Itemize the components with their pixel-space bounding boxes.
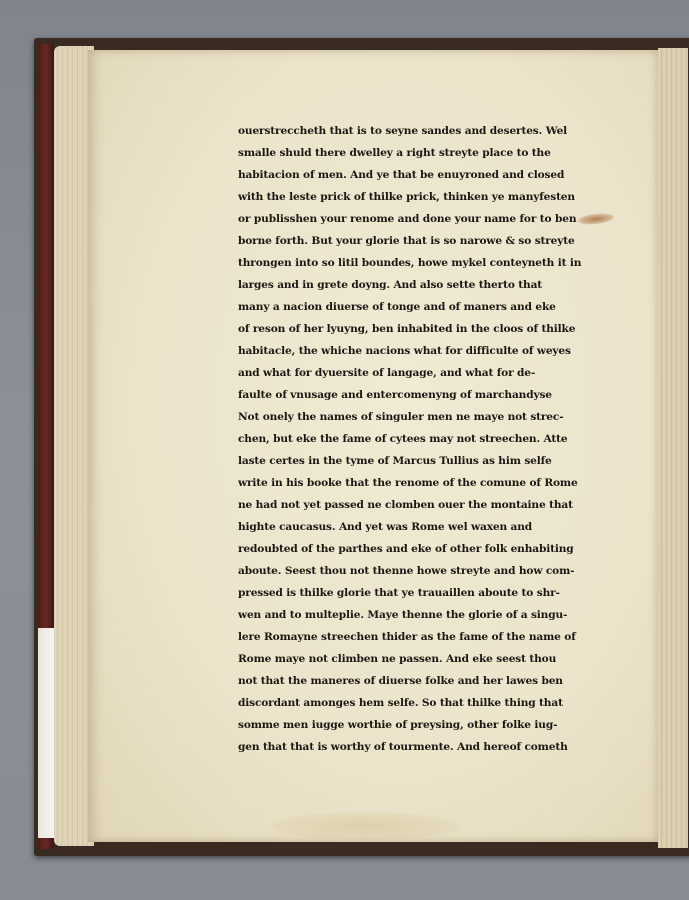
text-line: lere Romayne streechen thider as the fame of the name of (238, 631, 576, 643)
text-line: throngen into so litil boundes, howe mykel conteyneth it in (238, 257, 582, 269)
text-line: Not onely the names of singuler men ne maye not strec- (238, 411, 564, 423)
text-line: borne forth. But your glorie that is so narowe & so streyte (238, 235, 575, 247)
text-line: ouerstreccheth that is to seyne sandes and desertes. Wel (238, 125, 568, 137)
text-line: and what for dyuersite of langage, and what for de- (238, 367, 536, 379)
text-line: larges and in grete doyng. And also sette therto that (238, 279, 543, 291)
text-line: faulte of vnusage and entercomenyng of marchandyse (238, 389, 552, 401)
text-line: many a nacion diuerse of tonge and of maners and eke (238, 301, 556, 313)
text-line: Rome maye not climben ne passen. And eke seest thou (238, 653, 557, 665)
text-line: or publisshen your renome and done your name for to ben (238, 213, 577, 225)
text-line: write in his booke that the renome of the comune of Rome (238, 477, 578, 489)
text-line: smalle shuld there dwelley a right streyte place to the (238, 147, 551, 159)
text-line: habitacion of men. And ye that be enuyroned and closed (238, 169, 565, 181)
text-line: highte caucasus. And yet was Rome wel waxen and (238, 521, 533, 533)
text-line: wen and to multeplie. Maye thenne the glorie of a singu- (238, 609, 568, 621)
text-line: pressed is thilke glorie that ye trauaillen aboute to shr- (238, 587, 560, 599)
text-line: ne had not yet passed ne clomben ouer the montaine that (238, 499, 573, 511)
page-text-block (238, 120, 598, 758)
text-line: aboute. Seest thou not thenne howe streyte and how com- (238, 565, 575, 577)
text-line: somme men iugge worthie of preysing, other folke iug- (238, 719, 558, 731)
page-stack-right-edge (658, 48, 688, 848)
page-stain (270, 812, 460, 840)
text-line: with the leste prick of thilke prick, thinken ye manyfesten (238, 191, 575, 203)
text-line: discordant amonges hem selfe. So that thilke thing that (238, 697, 563, 709)
text-line: redoubted of the parthes and eke of other folk enhabiting (238, 543, 574, 555)
text-line: gen that that is worthy of tourmente. And hereof cometh (238, 741, 568, 753)
text-line: of reson of her lyuyng, ben inhabited in the cloos of thilke (238, 323, 576, 335)
text-line: laste certes in the tyme of Marcus Tullius as him selfe (238, 455, 552, 467)
text-line: not that the maneres of diuerse folke and her lawes ben (238, 675, 563, 687)
text-line: chen, but eke the fame of cytees may not streechen. Atte (238, 433, 568, 445)
text-line: habitacle, the whiche nacions what for difficulte of weyes (238, 345, 571, 357)
spine-label-strip (38, 628, 54, 838)
